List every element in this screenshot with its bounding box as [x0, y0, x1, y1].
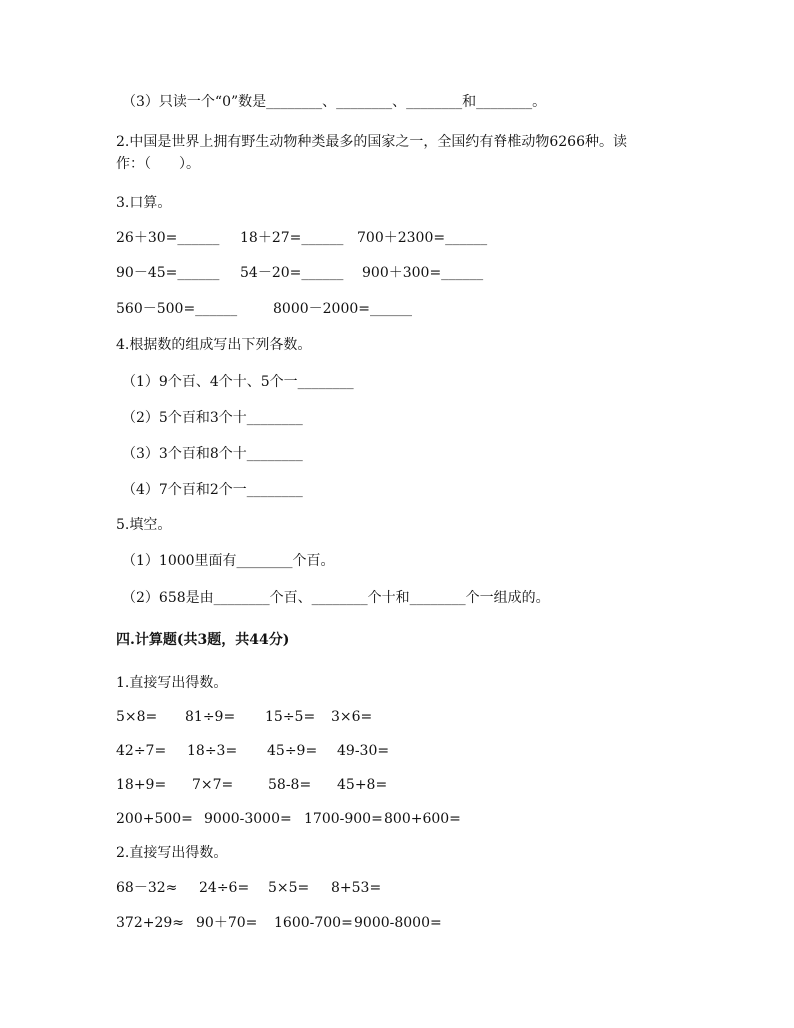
calc-row-3: [116, 775, 387, 795]
calc-row-1: [116, 707, 372, 727]
calc-item: 49-30=: [337, 743, 390, 759]
calc-2-row-2: [116, 913, 442, 933]
oral-calc-item: 54－20=______: [240, 265, 344, 281]
calc-item: 5×8=: [116, 709, 158, 725]
oral-calc-item: 90－45=______: [116, 265, 220, 281]
question-5-2: （2）658是由________个百、________个十和________个一组成的。: [122, 590, 550, 606]
question-4-3: （3）3个百和8个十________: [122, 446, 303, 462]
question-2: [116, 131, 676, 175]
calc-item: 45+8=: [337, 777, 388, 793]
calc-item: 90＋70=: [196, 915, 258, 931]
calc-item: 9000-8000=: [354, 915, 442, 931]
question-3-3: （3）只读一个“0”数是________、________、________和________。: [122, 94, 547, 110]
calc-item: 5×5=: [268, 880, 310, 896]
calc-item: 42÷7=: [116, 743, 167, 759]
calc-row-4: [116, 809, 461, 829]
calc-2-title: 2.直接写出得数。: [116, 845, 228, 861]
oral-calc-row-3: [116, 299, 412, 319]
calc-item: 15÷5=: [265, 709, 316, 725]
question-3-title: 3.口算。: [116, 195, 172, 211]
oral-calc-item: 18＋27=______: [240, 230, 344, 246]
oral-calc-item: 560－500=______: [116, 301, 238, 317]
calc-item: 58-8=: [268, 777, 312, 793]
question-5-1: （1）1000里面有________个百。: [122, 553, 335, 569]
calc-item: 200+500=: [116, 811, 193, 827]
question-4-title: 4.根据数的组成写出下列各数。: [116, 337, 312, 353]
calc-item: 18+9=: [116, 777, 167, 793]
calc-item: 8+53=: [331, 880, 382, 896]
calc-item: 372+29≈: [116, 915, 184, 931]
question-5-title: 5.填空。: [116, 517, 172, 533]
calc-item: 800+600=: [384, 811, 461, 827]
oral-calc-item: 26＋30=______: [116, 230, 220, 246]
oral-calc-item: 8000－2000=______: [273, 301, 412, 317]
calc-item: 1700-900=: [304, 811, 383, 827]
calc-row-2: [116, 741, 389, 761]
calc-item: 45÷9=: [267, 743, 318, 759]
calc-item: 18÷3=: [187, 743, 238, 759]
question-4-4: （4）7个百和2个一________: [122, 482, 303, 498]
calc-item: 7×7=: [192, 777, 234, 793]
question-2-line-2: 作：（ ）。: [116, 156, 200, 172]
oral-calc-item: 900＋300=______: [362, 265, 484, 281]
question-4-1: （1）9个百、4个十、5个一________: [122, 374, 354, 390]
calc-item: 9000-3000=: [204, 811, 292, 827]
calc-item: 3×6=: [331, 709, 373, 725]
calc-2-row-1: [116, 878, 381, 898]
oral-calc-item: 700＋2300=______: [357, 230, 488, 246]
question-4-2: （2）5个百和3个十________: [122, 410, 303, 426]
question-2-line-1: 2.中国是世界上拥有野生动物种类最多的国家之一，全国约有脊椎动物6266种。读: [116, 134, 627, 150]
calc-item: 24÷6=: [199, 880, 250, 896]
calc-item: 81÷9=: [185, 709, 236, 725]
section-4-heading: 四.计算题(共3题，共44分): [116, 632, 290, 648]
calc-item: 68－32≈: [116, 880, 178, 896]
calc-1-title: 1.直接写出得数。: [116, 675, 228, 691]
calc-item: 1600-700=: [274, 915, 353, 931]
oral-calc-row-1: [116, 228, 487, 248]
oral-calc-row-2: [116, 263, 483, 283]
